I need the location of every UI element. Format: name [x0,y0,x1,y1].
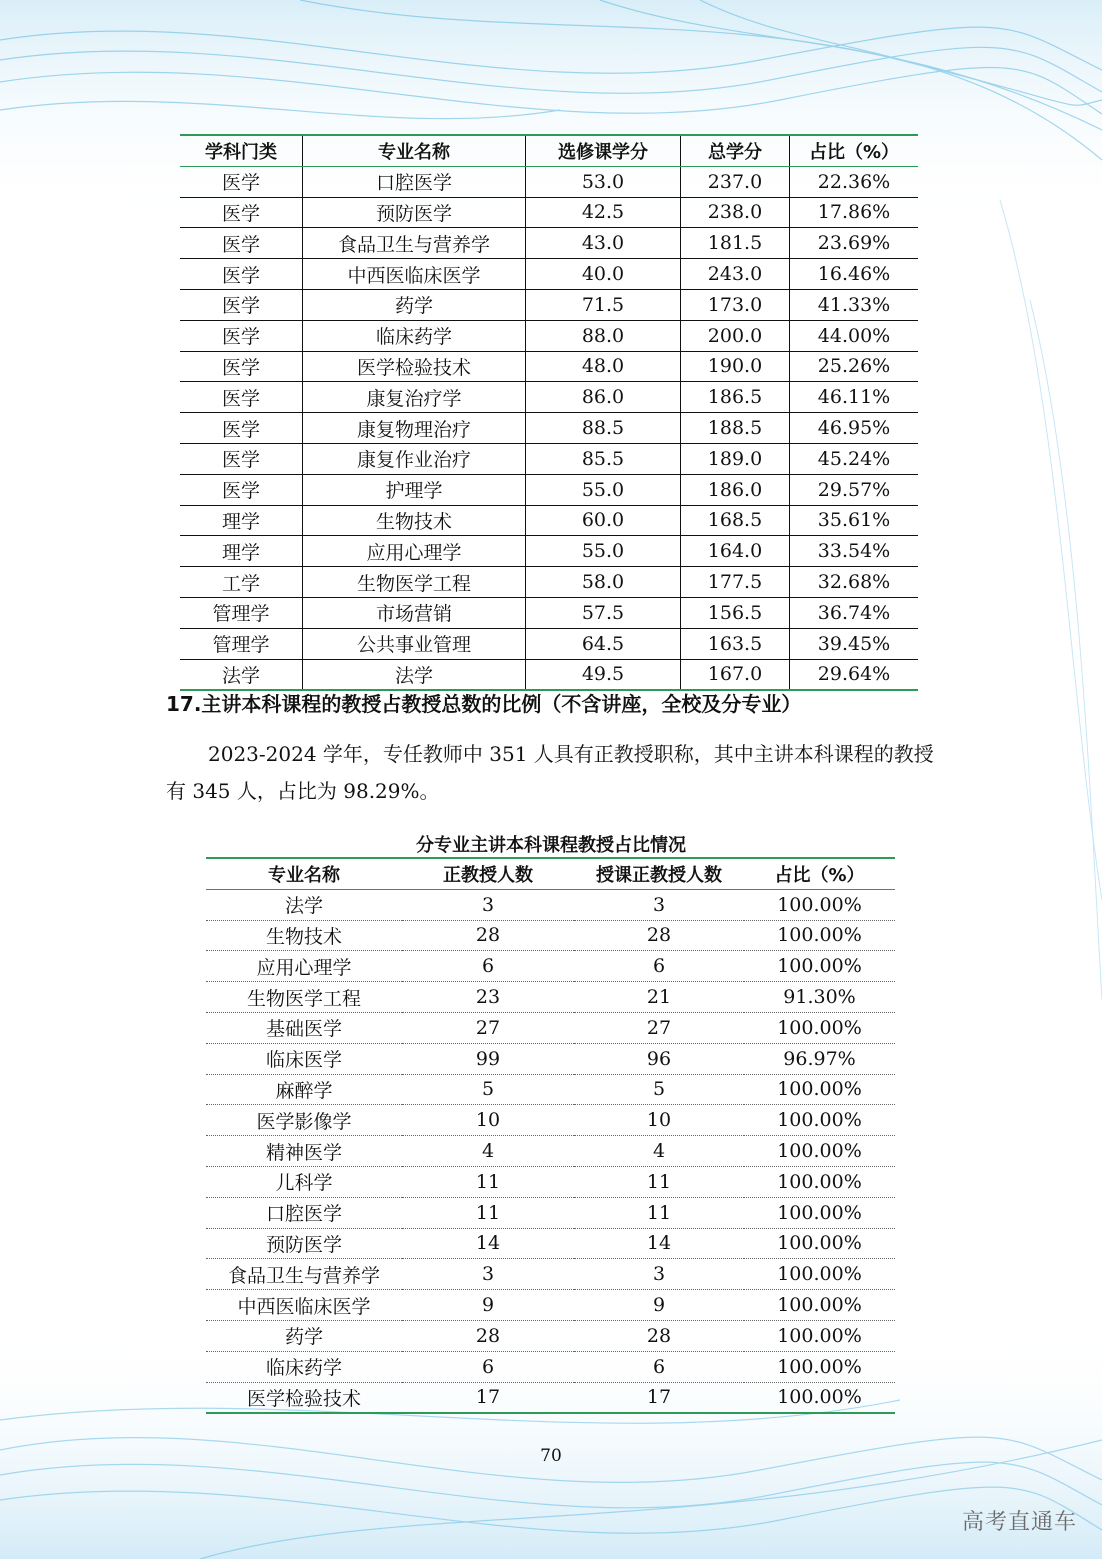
table-cell: 3 [574,889,744,920]
table-cell: 100.00% [744,1012,895,1043]
table-cell: 理学 [180,536,303,567]
table-row [206,1012,895,1043]
table-row [180,628,918,659]
table-cell: 9 [574,1290,744,1321]
table-cell: 57.5 [526,597,681,628]
table-cell: 173.0 [681,289,790,320]
table-row [206,1136,895,1167]
table-cell: 100.00% [744,1228,895,1259]
table-row [180,382,918,413]
table-cell: 100.00% [744,1197,895,1228]
table-cell: 3 [402,889,574,920]
header-cell: 学科门类 [180,135,303,166]
table-cell: 11 [402,1166,574,1197]
table-cell: 23.69% [790,228,919,259]
table-cell: 58.0 [526,567,681,598]
table-cell: 4 [402,1136,574,1167]
table-cell: 86.0 [526,382,681,413]
table-cell: 医学 [180,382,303,413]
table-cell: 生物医学工程 [206,982,402,1013]
table-cell: 188.5 [681,413,790,444]
table-row [206,1290,895,1321]
table-row [206,889,895,920]
table-cell: 医学 [180,289,303,320]
table-header-row [206,858,895,889]
table-row [180,197,918,228]
table-cell: 27 [402,1012,574,1043]
table-cell: 27 [574,1012,744,1043]
table-cell: 100.00% [744,1290,895,1321]
table-row [206,982,895,1013]
table-cell: 96.97% [744,1043,895,1074]
table-cell: 32.68% [790,567,919,598]
table-cell: 生物医学工程 [303,567,526,598]
table-cell: 临床医学 [206,1043,402,1074]
header-cell: 授课正教授人数 [574,858,744,889]
table-cell: 100.00% [744,1166,895,1197]
table-cell: 3 [574,1259,744,1290]
table-cell: 应用心理学 [303,536,526,567]
table-row [206,1259,895,1290]
section-heading: 17.主讲本科课程的教授占教授总数的比例（不含讲座，全校及分专业） [166,692,802,716]
table-cell: 口腔医学 [303,166,526,197]
table-row [206,951,895,982]
table-cell: 28 [574,920,744,951]
table-cell: 生物技术 [303,505,526,536]
watermark-text: 高考直通车 [962,1510,1078,1535]
table-cell: 96 [574,1043,744,1074]
table-cell: 医学 [180,259,303,290]
table-row [180,474,918,505]
table-cell: 189.0 [681,443,790,474]
table-cell: 医学影像学 [206,1105,402,1136]
header-cell: 专业名称 [206,858,402,889]
table-cell: 100.00% [744,1320,895,1351]
table-body [180,166,918,690]
table-row [180,289,918,320]
table-row [206,1166,895,1197]
table-cell: 法学 [303,659,526,690]
table-cell: 11 [574,1166,744,1197]
table-cell: 管理学 [180,628,303,659]
table-cell: 55.0 [526,536,681,567]
header-cell: 总学分 [681,135,790,166]
table-cell: 11 [574,1197,744,1228]
table-cell: 100.00% [744,1136,895,1167]
table-cell: 46.95% [790,413,919,444]
table-row [206,1382,895,1413]
table-cell: 167.0 [681,659,790,690]
table-cell: 6 [402,1351,574,1382]
table-row [180,259,918,290]
table-cell: 243.0 [681,259,790,290]
table-row [180,443,918,474]
table-cell: 88.5 [526,413,681,444]
table-cell: 市场营销 [303,597,526,628]
table-cell: 237.0 [681,166,790,197]
header-cell: 专业名称 [303,135,526,166]
table-header-row [180,135,918,166]
header-cell: 正教授人数 [402,858,574,889]
table-cell: 156.5 [681,597,790,628]
table-cell: 23 [402,982,574,1013]
table-cell: 医学 [180,320,303,351]
table-cell: 工学 [180,567,303,598]
table-cell: 164.0 [681,536,790,567]
table-cell: 100.00% [744,920,895,951]
table-cell: 麻醉学 [206,1074,402,1105]
table-cell: 医学 [180,197,303,228]
table-cell: 应用心理学 [206,951,402,982]
table-cell: 医学检验技术 [303,351,526,382]
table-cell: 100.00% [744,1351,895,1382]
table-cell: 99 [402,1043,574,1074]
table-cell: 药学 [303,289,526,320]
table-cell: 181.5 [681,228,790,259]
table-body [206,889,895,1413]
table-cell: 预防医学 [303,197,526,228]
table-cell: 医学 [180,474,303,505]
table-row [180,597,918,628]
table-cell: 管理学 [180,597,303,628]
table-cell: 医学 [180,443,303,474]
table-cell: 6 [574,951,744,982]
table-cell: 29.64% [790,659,919,690]
table-cell: 39.45% [790,628,919,659]
table-row [180,659,918,690]
table-cell: 5 [402,1074,574,1105]
table-cell: 85.5 [526,443,681,474]
table-cell: 16.46% [790,259,919,290]
table-cell: 100.00% [744,1382,895,1413]
table-cell: 64.5 [526,628,681,659]
table-cell: 17 [402,1382,574,1413]
table-cell: 医学 [180,413,303,444]
table-cell: 食品卫生与营养学 [206,1259,402,1290]
table-cell: 71.5 [526,289,681,320]
table-cell: 91.30% [744,982,895,1013]
table-cell: 33.54% [790,536,919,567]
table-cell: 190.0 [681,351,790,382]
credits-table [180,134,918,691]
table-cell: 中西医临床医学 [303,259,526,290]
table-cell: 临床药学 [303,320,526,351]
table-cell: 5 [574,1074,744,1105]
table-row [206,1320,895,1351]
table-caption: 分专业主讲本科课程教授占比情况 [416,835,686,856]
table-cell: 护理学 [303,474,526,505]
table-row [206,920,895,951]
table-row [180,567,918,598]
table-cell: 100.00% [744,889,895,920]
table-cell: 17.86% [790,197,919,228]
table-cell: 医学 [180,166,303,197]
table-cell: 28 [402,1320,574,1351]
table-cell: 186.0 [681,474,790,505]
table-row [180,351,918,382]
table-cell: 55.0 [526,474,681,505]
table-cell: 200.0 [681,320,790,351]
table-cell: 预防医学 [206,1228,402,1259]
table-cell: 53.0 [526,166,681,197]
table-cell: 医学 [180,228,303,259]
page-number: 70 [540,1446,562,1466]
table-row [206,1351,895,1382]
table-cell: 88.0 [526,320,681,351]
table-cell: 41.33% [790,289,919,320]
table-row [206,1043,895,1074]
table-row [180,228,918,259]
table-cell: 168.5 [681,505,790,536]
table-cell: 22.36% [790,166,919,197]
table-cell: 中西医临床医学 [206,1290,402,1321]
table-row [206,1197,895,1228]
table-cell: 238.0 [681,197,790,228]
table-cell: 44.00% [790,320,919,351]
table-row [180,413,918,444]
table-cell: 60.0 [526,505,681,536]
table-cell: 25.26% [790,351,919,382]
table-cell: 36.74% [790,597,919,628]
table-cell: 186.5 [681,382,790,413]
table-cell: 28 [402,920,574,951]
table-cell: 10 [402,1105,574,1136]
table-cell: 163.5 [681,628,790,659]
table-cell: 生物技术 [206,920,402,951]
table-cell: 10 [574,1105,744,1136]
header-cell: 占比（%） [744,858,895,889]
table-row [206,1228,895,1259]
table-cell: 法学 [180,659,303,690]
table-cell: 28 [574,1320,744,1351]
table-cell: 177.5 [681,567,790,598]
table-row [180,536,918,567]
table-cell: 药学 [206,1320,402,1351]
table-cell: 6 [574,1351,744,1382]
table-row [206,1074,895,1105]
table-cell: 精神医学 [206,1136,402,1167]
table-cell: 100.00% [744,1105,895,1136]
table-row [180,505,918,536]
table-cell: 11 [402,1197,574,1228]
table-cell: 14 [574,1228,744,1259]
header-cell: 选修课学分 [526,135,681,166]
professor-ratio-table [206,857,895,1414]
table-cell: 医学 [180,351,303,382]
table-cell: 29.57% [790,474,919,505]
table-cell: 49.5 [526,659,681,690]
table-cell: 100.00% [744,951,895,982]
table-cell: 17 [574,1382,744,1413]
table-cell: 21 [574,982,744,1013]
table-cell: 公共事业管理 [303,628,526,659]
table-row [180,166,918,197]
table-cell: 9 [402,1290,574,1321]
table-cell: 口腔医学 [206,1197,402,1228]
table-cell: 43.0 [526,228,681,259]
table-cell: 儿科学 [206,1166,402,1197]
table-cell: 食品卫生与营养学 [303,228,526,259]
table-cell: 康复物理治疗 [303,413,526,444]
table-cell: 14 [402,1228,574,1259]
header-cell: 占比（%） [790,135,919,166]
table-cell: 3 [402,1259,574,1290]
table-cell: 基础医学 [206,1012,402,1043]
table-cell: 35.61% [790,505,919,536]
table-cell: 42.5 [526,197,681,228]
table-cell: 100.00% [744,1074,895,1105]
table-cell: 45.24% [790,443,919,474]
table-cell: 理学 [180,505,303,536]
section-paragraph: 2023-2024 学年，专任教师中 351 人具有正教授职称，其中主讲本科课程的教授有 345 人，占比为 98.29%。 [166,742,934,803]
table-cell: 6 [402,951,574,982]
table-cell: 48.0 [526,351,681,382]
table-row [180,320,918,351]
table-cell: 100.00% [744,1259,895,1290]
table-cell: 康复作业治疗 [303,443,526,474]
table-cell: 40.0 [526,259,681,290]
table-cell: 康复治疗学 [303,382,526,413]
table-row [206,1105,895,1136]
table-cell: 46.11% [790,382,919,413]
table-cell: 4 [574,1136,744,1167]
table-cell: 临床药学 [206,1351,402,1382]
table-cell: 医学检验技术 [206,1382,402,1413]
table-cell: 法学 [206,889,402,920]
